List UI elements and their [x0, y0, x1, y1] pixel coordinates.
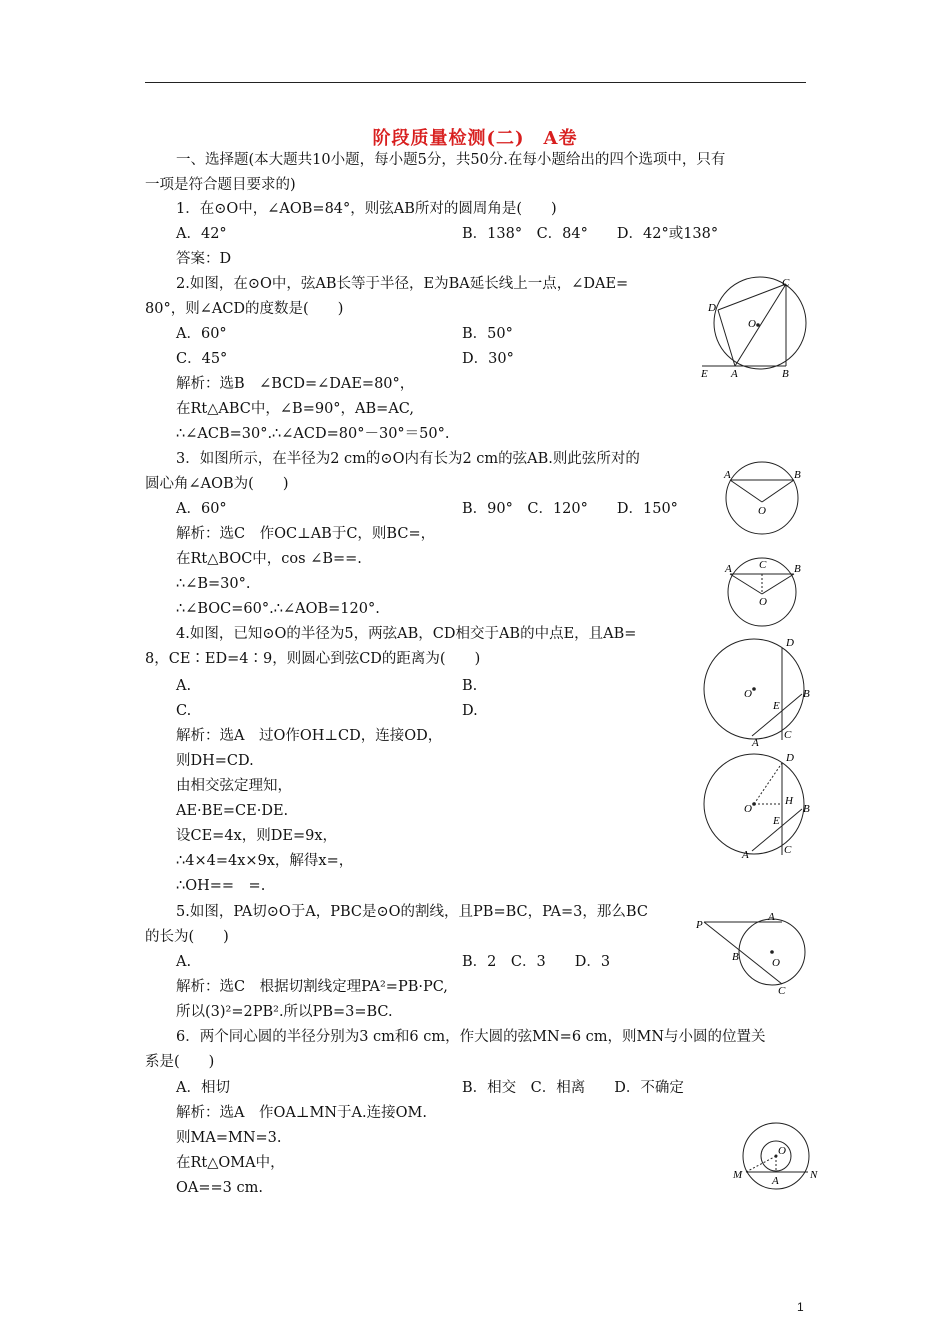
q3-options-bcd: B．90° C．120° D．150° — [462, 501, 678, 517]
q3-option-a: A．60° — [176, 501, 227, 517]
page-title: 阶段质量检测(二) A卷 — [372, 128, 578, 149]
section-intro-line-2: 一项是符合题目要求的) — [145, 177, 296, 193]
q2-option-c: C．45° — [176, 351, 228, 367]
fig4-label-a: A — [752, 737, 759, 749]
fig3-label-c: C — [759, 559, 767, 571]
fig4-label-d: D — [786, 637, 794, 649]
header-rule — [145, 82, 806, 83]
q4-solution-2: 则DH=CD. — [176, 753, 254, 769]
fig1-label-a: A — [731, 368, 738, 380]
q6-options-bcd: B．相交 C．相离 D．不确定 — [462, 1080, 684, 1096]
q4-option-a: A. — [176, 678, 192, 694]
q5-solution-2: 所以(3)²=2PB².所以PB=3=BC. — [176, 1004, 393, 1020]
q5-stem-2: 的长为( ) — [145, 929, 229, 945]
q2-option-d: D．30° — [462, 351, 514, 367]
fig6-label-a: A — [768, 911, 775, 923]
fig5-label-c: C — [784, 844, 792, 856]
q5-figure — [694, 910, 812, 996]
q2-stem-1: 2.如图，在⊙O中，弦AB长等于半径，E为BA延长线上一点，∠DAE= — [176, 276, 629, 292]
q4-stem-2: 8，CE∶ED=4∶9，则圆心到弦CD的距离为( ) — [145, 651, 481, 667]
q4-solution-1: 解析：选A 过O作OH⊥CD，连接OD， — [176, 728, 443, 744]
q4-figure-2 — [700, 750, 818, 864]
q3-solution-3: ∴∠B=30°. — [176, 576, 251, 592]
q5-solution-1: 解析：选C 根据切割线定理PA²=PB·PC, — [176, 979, 448, 995]
fig5-label-o: O — [744, 803, 752, 815]
q3-solution-1: 解析：选C 作OC⊥AB于C，则BC=， — [176, 526, 436, 542]
fig1-label-d: D — [708, 302, 716, 314]
fig4-label-b: B — [803, 688, 810, 700]
fig3-label-b: B — [794, 563, 801, 575]
fig1-label-c: C — [782, 277, 790, 289]
q4-solution-4: AE·BE=CE·DE. — [176, 803, 289, 819]
fig5-label-b: B — [803, 803, 810, 815]
q4-figure-1 — [700, 634, 818, 748]
q4-solution-3: 由相交弦定理知， — [176, 778, 292, 794]
fig3-label-o: O — [759, 596, 767, 608]
q6-solution-3: 在Rt△OMA中， — [176, 1155, 285, 1171]
q1-stem: 1．在⊙O中，∠AOB=84°，则弦AB所对的圆周角是( ) — [176, 201, 557, 217]
fig6-label-o: O — [772, 957, 780, 969]
q3-stem-1: 3．如图所示，在半径为2 cm的⊙O内有长为2 cm的弦AB.则此弦所对的 — [176, 451, 640, 467]
page-number: 1 — [797, 1300, 804, 1314]
q6-stem-1: 6．两个同心圆的半径分别为3 cm和6 cm，作大圆的弦MN=6 cm，则MN与小圆的位置关 — [176, 1029, 766, 1045]
q5-stem-1: 5.如图，PA切⊙O于A，PBC是⊙O的割线，且PB=BC，PA=3，那么BC — [176, 904, 648, 920]
q4-option-d: D. — [462, 703, 478, 719]
q1-answer: 答案：D — [176, 251, 232, 267]
fig3-label-a: A — [725, 563, 732, 575]
q6-option-a: A．相切 — [176, 1080, 230, 1096]
fig1-label-b: B — [782, 368, 789, 380]
q4-option-b: B. — [462, 678, 478, 694]
fig5-label-h: H — [785, 795, 793, 807]
q3-figure-2 — [722, 558, 807, 633]
fig2-label-b: B — [794, 469, 801, 481]
q3-figure-1 — [722, 462, 807, 542]
q3-solution-2: 在Rt△BOC中，cos ∠B==. — [176, 551, 362, 567]
fig2-label-a: A — [724, 469, 731, 481]
fig4-label-e: E — [773, 700, 780, 712]
q6-solution-4: OA==3 cm. — [176, 1180, 263, 1196]
q6-solution-1: 解析：选A 作OA⊥MN于A.连接OM. — [176, 1105, 427, 1121]
fig7-label-n: N — [810, 1169, 818, 1181]
fig5-label-e: E — [773, 815, 780, 827]
q6-stem-2: 系是( ) — [145, 1054, 215, 1070]
q3-solution-4: ∴∠BOC=60°.∴∠AOB=120°. — [176, 601, 380, 617]
q4-option-c: C. — [176, 703, 192, 719]
q2-option-b: B．50° — [462, 326, 513, 342]
q2-stem-2: 80°，则∠ACD的度数是( ) — [145, 301, 344, 317]
q2-solution-2: 在Rt△ABC中，∠B=90°，AB=AC, — [176, 401, 414, 417]
section-intro-line-1: 一、选择题(本大题共10小题，每小题5分，共50分.在每小题给出的四个选项中，只有 — [176, 152, 726, 168]
q4-solution-5: 设CE=4x，则DE=9x， — [176, 828, 337, 844]
fig5-label-d: D — [786, 752, 794, 764]
q5-options-bcd: B．2 C．3 D．3 — [462, 954, 611, 970]
fig7-label-m: M — [733, 1169, 743, 1181]
fig1-label-e: E — [701, 368, 708, 380]
q6-figure — [728, 1122, 823, 1197]
q5-option-a: A. — [176, 954, 192, 970]
q2-solution-1: 解析：选B ∠BCD=∠DAE=80°， — [176, 376, 415, 392]
q1-option-a: A．42° — [176, 226, 227, 242]
fig6-label-c: C — [778, 985, 786, 997]
q2-solution-3: ∴∠ACB=30°.∴∠ACD=80°－30°＝50°. — [176, 426, 450, 442]
fig4-label-o: O — [744, 688, 752, 700]
q4-stem-1: 4.如图，已知⊙O的半径为5，两弦AB，CD相交于AB的中点E，且AB= — [176, 626, 637, 642]
fig5-label-a: A — [742, 849, 749, 861]
q4-solution-7: ∴OH== =. — [176, 878, 266, 894]
fig6-label-p: P — [696, 919, 703, 931]
q3-stem-2: 圆心角∠AOB为( ) — [145, 476, 289, 492]
q2-option-a: A．60° — [176, 326, 227, 342]
fig2-label-o: O — [758, 505, 766, 517]
q2-figure — [700, 275, 810, 380]
fig7-label-a: A — [772, 1175, 779, 1187]
q4-solution-6: ∴4×4=4x×9x，解得x=， — [176, 853, 354, 869]
fig7-label-o: O — [778, 1145, 786, 1157]
q6-solution-2: 则MA=MN=3. — [176, 1130, 282, 1146]
fig1-label-o: O — [748, 318, 756, 330]
fig6-label-b: B — [732, 951, 739, 963]
q1-options-bcd: B．138° C．84° D．42°或138° — [462, 226, 719, 242]
fig4-label-c: C — [784, 729, 792, 741]
